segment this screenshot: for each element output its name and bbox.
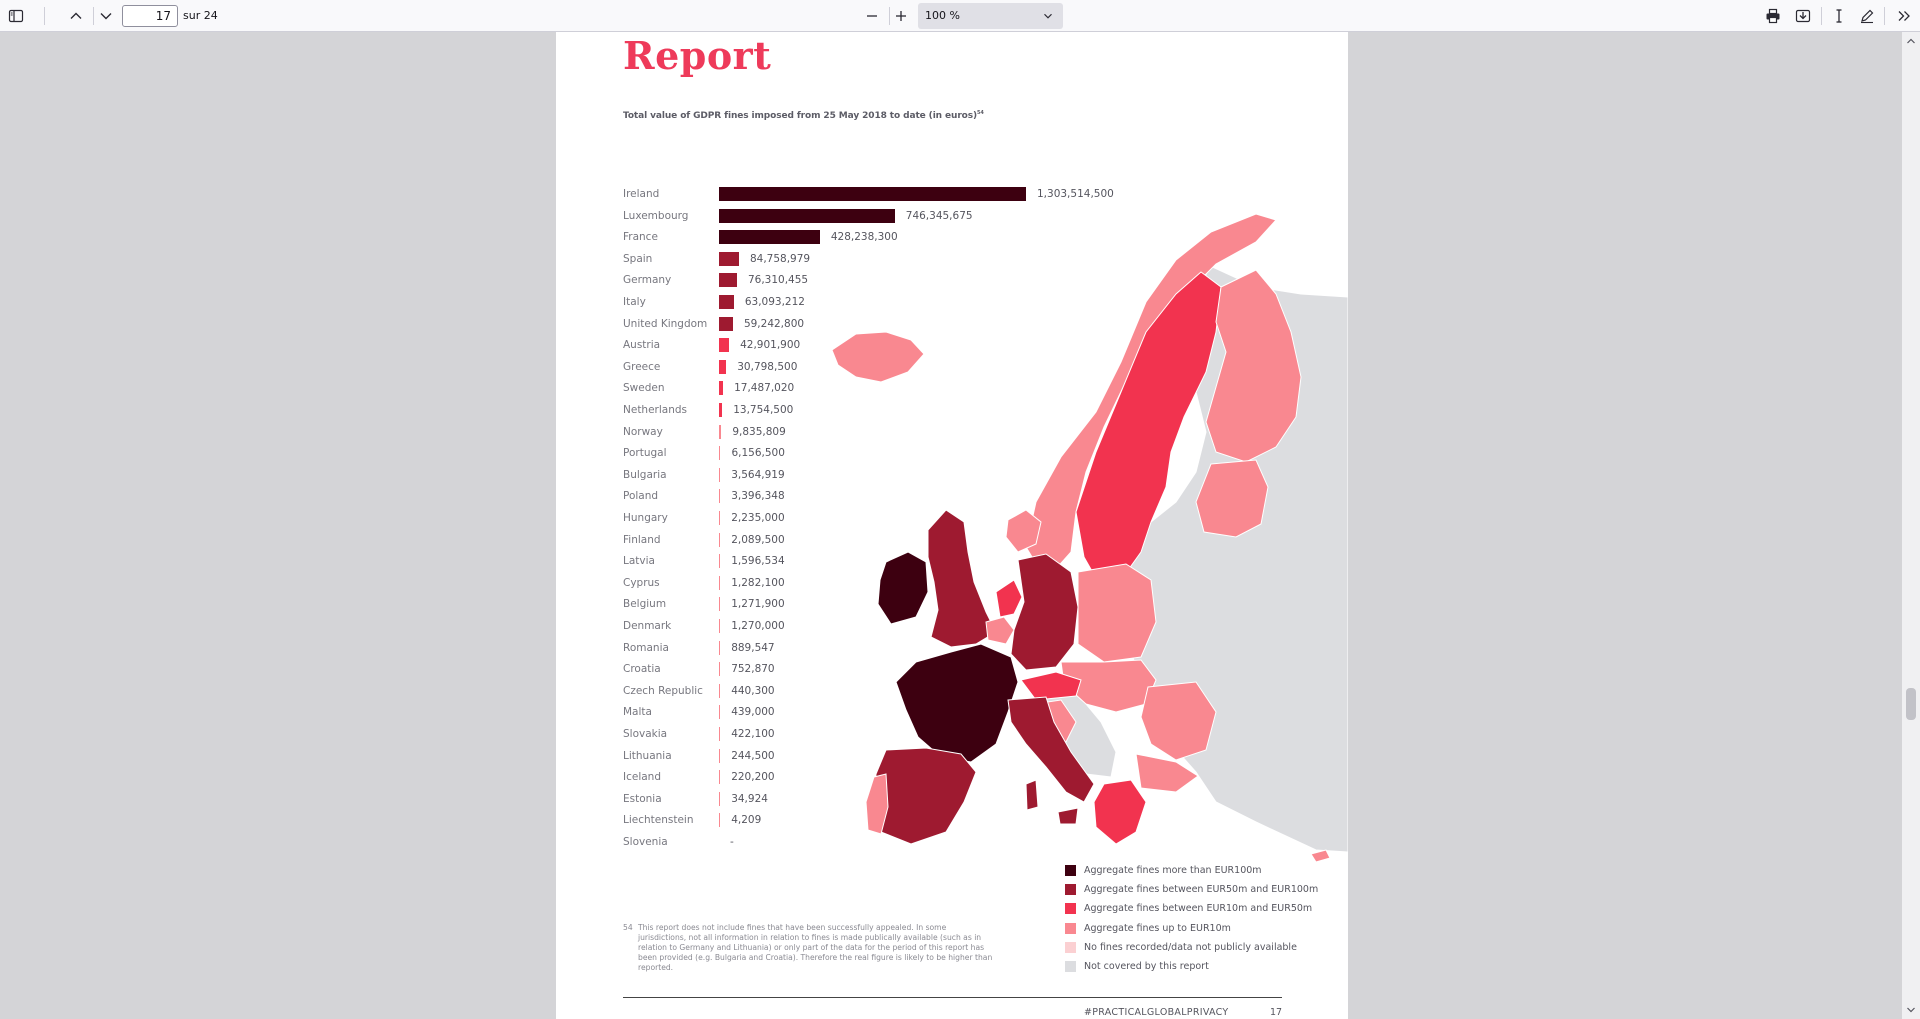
country-label-poland: Poland: [623, 490, 659, 503]
map-region-united-kingdom: [928, 510, 996, 647]
toolbar-separator: [1884, 7, 1885, 25]
country-label-luxembourg: Luxembourg: [623, 209, 689, 222]
bar-ireland: [719, 187, 1026, 201]
page-number-input[interactable]: [122, 5, 178, 27]
country-label-spain: Spain: [623, 252, 653, 265]
bar-croatia: [719, 662, 720, 676]
country-label-portugal: Portugal: [623, 447, 667, 460]
value-label-estonia: 34,924: [731, 792, 768, 805]
legend-item: [1065, 922, 1231, 935]
country-label-belgium: Belgium: [623, 598, 667, 611]
map-region-cyprus: [1311, 850, 1330, 862]
scroll-up-icon[interactable]: [1906, 36, 1916, 46]
country-label-ireland: Ireland: [623, 188, 660, 200]
value-label-spain: 84,758,979: [749, 252, 811, 265]
value-label-france: 428,238,300: [830, 231, 898, 244]
legend-label: Not covered by this report: [1084, 961, 1209, 972]
chevron-down-icon: [1041, 9, 1055, 23]
bar-belgium: [719, 597, 720, 611]
scrollbar-thumb[interactable]: [1906, 688, 1916, 720]
map-region-spain: [874, 748, 976, 844]
map-region-greece: [1094, 780, 1146, 844]
value-label-belgium: 1,271,900: [731, 598, 785, 611]
bar-spain: [719, 252, 739, 266]
zoom-select[interactable]: [918, 3, 1063, 29]
map-region-belgium: [986, 617, 1014, 644]
bar-denmark: [719, 619, 720, 633]
zoom-in-icon[interactable]: [889, 4, 913, 28]
toolbar-separator: [44, 7, 45, 25]
country-label-iceland: Iceland: [623, 771, 662, 784]
bar-austria: [719, 338, 729, 352]
value-label-slovakia: 422,100: [731, 728, 775, 740]
legend-item: [1065, 941, 1297, 954]
country-label-netherlands: Netherlands: [623, 404, 688, 416]
value-label-ireland: 1,303,514,500: [1037, 188, 1114, 200]
legend-swatch: [1065, 942, 1076, 953]
country-label-greece: Greece: [623, 360, 661, 373]
bar-cyprus: [719, 576, 720, 590]
country-label-estonia: Estonia: [623, 792, 662, 805]
bar-bulgaria: [719, 468, 720, 482]
footer-page-number: 17: [1270, 1007, 1283, 1018]
country-label-sweden: Sweden: [623, 382, 665, 395]
zoom-out-icon[interactable]: [860, 4, 884, 28]
vertical-scrollbar[interactable]: [1902, 32, 1920, 1019]
footer-divider: [623, 997, 1282, 998]
country-label-france: France: [623, 231, 658, 244]
bar-united-kingdom: [719, 317, 733, 331]
country-label-finland: Finland: [623, 533, 661, 546]
bar-portugal: [719, 446, 720, 460]
map-region-france: [896, 644, 1018, 762]
value-label-portugal: 6,156,500: [731, 447, 785, 460]
draw-icon[interactable]: [1855, 4, 1879, 28]
legend-item: [1065, 902, 1312, 915]
arrow-up-icon[interactable]: [64, 4, 88, 28]
bar-hungary: [719, 511, 720, 525]
value-label-finland: 2,089,500: [731, 533, 785, 546]
value-label-bulgaria: 3,564,919: [731, 468, 785, 481]
value-label-united-kingdom: 59,242,800: [743, 317, 805, 330]
value-label-austria: 42,901,900: [740, 339, 801, 352]
country-label-bulgaria: Bulgaria: [623, 468, 667, 481]
country-label-hungary: Hungary: [623, 512, 668, 524]
pdf-page: [556, 32, 1348, 1019]
country-label-italy: Italy: [623, 296, 646, 308]
legend-swatch: [1065, 903, 1076, 914]
map-region-ireland: [878, 552, 928, 624]
bar-norway: [719, 425, 721, 439]
legend-label: Aggregate fines between EUR10m and EUR50m: [1084, 903, 1313, 915]
footer-hashtag: #PRACTICALGLOBALPRIVACY: [1084, 1007, 1229, 1018]
bar-luxembourg: [719, 209, 895, 223]
legend-swatch: [1065, 884, 1076, 895]
page-count-label: sur 24: [183, 9, 218, 22]
country-label-cyprus: Cyprus: [623, 576, 660, 589]
map-region-germany: [1011, 554, 1078, 670]
bar-italy: [719, 295, 734, 309]
chart-heading-footnote-ref: 54: [977, 110, 984, 116]
bar-latvia: [719, 554, 720, 568]
value-label-latvia: 1,596,534: [731, 555, 785, 568]
value-label-netherlands: 13,754,500: [733, 404, 794, 416]
value-label-sweden: 17,487,020: [734, 382, 795, 395]
country-label-norway: Norway: [623, 425, 663, 438]
legend-item: [1065, 883, 1318, 896]
bar-france: [719, 230, 820, 244]
footnote: [623, 923, 995, 973]
more-tools-icon[interactable]: [1892, 4, 1916, 28]
chart-heading: [623, 110, 984, 121]
value-label-denmark: 1,270,000: [731, 620, 785, 632]
arrow-down-icon[interactable]: [94, 4, 118, 28]
value-label-czech-republic: 440,300: [731, 684, 775, 697]
value-label-hungary: 2,235,000: [731, 512, 785, 524]
country-label-latvia: Latvia: [623, 555, 655, 568]
toolbar-separator: [1821, 7, 1822, 25]
map-region-sicily: [1058, 808, 1078, 824]
bar-sweden: [719, 381, 723, 395]
value-label-greece: 30,798,500: [737, 360, 798, 373]
value-label-iceland: 220,200: [731, 771, 775, 784]
bar-estonia: [719, 792, 720, 806]
country-label-malta: Malta: [623, 706, 652, 719]
bar-lithuania: [719, 749, 720, 763]
legend-swatch: [1065, 961, 1076, 972]
bar-poland: [719, 489, 720, 503]
country-label-austria: Austria: [623, 339, 661, 352]
bar-malta: [719, 705, 720, 719]
text-cursor-icon[interactable]: [1827, 4, 1851, 28]
bar-slovakia: [719, 727, 720, 741]
legend-label: Aggregate fines between EUR50m and EUR100m: [1084, 884, 1319, 896]
value-label-croatia: 752,870: [731, 663, 775, 676]
legend-item: [1065, 864, 1262, 877]
map-region-poland: [1078, 564, 1156, 662]
country-label-lithuania: Lithuania: [623, 749, 672, 762]
page-title: Report: [623, 33, 772, 78]
map-region-sardinia: [1026, 780, 1038, 810]
print-icon[interactable]: [1761, 4, 1785, 28]
map-region-netherlands: [996, 580, 1022, 617]
scroll-down-icon[interactable]: [1906, 1005, 1916, 1015]
legend-label: No fines recorded/data not publicly available: [1084, 941, 1297, 953]
map-region-iceland: [832, 332, 924, 382]
bar-iceland: [719, 770, 720, 784]
bar-greece: [719, 360, 726, 374]
legend-label: Aggregate fines up to EUR10m: [1084, 922, 1231, 934]
country-label-united-kingdom: United Kingdom: [623, 317, 708, 330]
zoom-value: 100 %: [925, 9, 960, 22]
value-label-norway: 9,835,809: [732, 425, 786, 438]
value-label-germany: 76,310,455: [747, 274, 809, 287]
value-label-cyprus: 1,282,100: [731, 576, 785, 589]
value-label-lithuania: 244,500: [731, 749, 775, 762]
footnote-number: 54: [623, 923, 633, 932]
country-label-slovenia: Slovenia: [623, 836, 668, 848]
country-label-liechtenstein: Liechtenstein: [623, 814, 694, 827]
bar-germany: [719, 273, 737, 287]
value-label-romania: 889,547: [731, 641, 775, 654]
country-label-czech-republic: Czech Republic: [623, 684, 703, 697]
pdf-toolbar: [0, 0, 1920, 32]
value-label-poland: 3,396,348: [731, 490, 785, 503]
footnote-text: This report does not include fines that have been successfully appealed. In some jurisdictions, not all information in relation to fines is made publically available (such as in relation to Germany and Lithuania) or only part of the data for the period of this report has been provided (e.g. Bulgaria and Croatia). Therefore the real figure is likely to be higher than reported.: [638, 923, 993, 972]
sidebar-toggle-icon[interactable]: [4, 4, 28, 28]
bar-netherlands: [719, 403, 722, 417]
bar-romania: [719, 641, 720, 655]
legend-swatch: [1065, 865, 1076, 876]
save-icon[interactable]: [1791, 4, 1815, 28]
value-label-slovenia: -: [730, 836, 734, 848]
bar-czech-republic: [719, 684, 720, 698]
country-label-slovakia: Slovakia: [623, 728, 668, 740]
legend-item: [1065, 960, 1209, 973]
legend-swatch: [1065, 923, 1076, 934]
country-label-romania: Romania: [623, 641, 669, 654]
chart-heading-text: Total value of GDPR fines imposed from 25 May 2018 to date (in euros): [623, 111, 978, 121]
country-label-germany: Germany: [623, 274, 672, 287]
country-label-denmark: Denmark: [623, 620, 672, 632]
country-label-croatia: Croatia: [623, 663, 661, 676]
value-label-liechtenstein: 4,209: [731, 814, 762, 827]
bar-liechtenstein: [719, 813, 720, 827]
bar-finland: [719, 533, 720, 547]
value-label-italy: 63,093,212: [744, 296, 805, 308]
value-label-luxembourg: 746,345,675: [905, 209, 973, 222]
legend-label: Aggregate fines more than EUR100m: [1084, 865, 1262, 876]
value-label-malta: 439,000: [731, 706, 775, 719]
